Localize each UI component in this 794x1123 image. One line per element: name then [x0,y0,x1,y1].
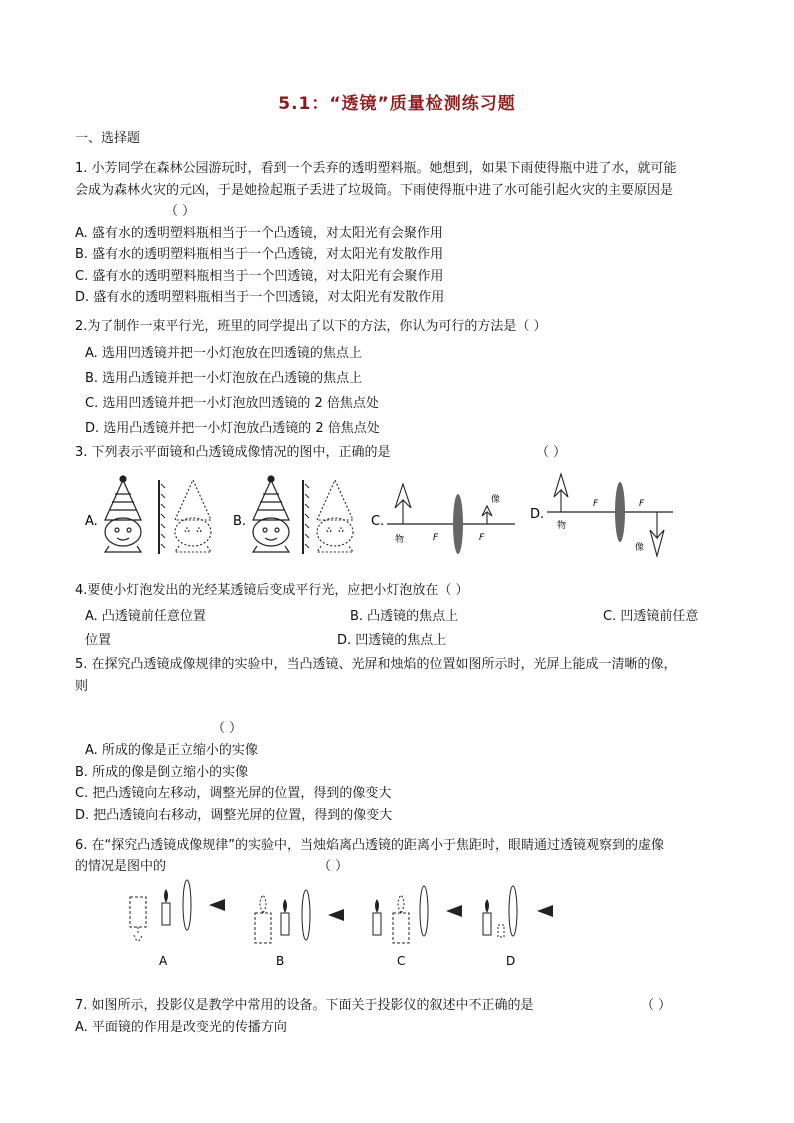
q5-stem-line2: 则 [75,679,89,694]
section-heading: 一、选择题 [75,131,141,146]
q1-option-c: C. 盛有水的透明塑料瓶相当于一个凹透镜，对太阳光有会聚作用 [75,269,444,284]
q3-c-focus-label-left: F [433,533,439,543]
clown-object-icon [253,476,289,552]
q6-stem-line2: 的情况是图中的 [75,859,167,874]
q7-answer-paren: （ ） [641,998,672,1013]
q3-d-focus-label-right: F [639,499,645,509]
eye-icon [328,909,344,921]
q3-label-c: C. [371,514,385,529]
q5-stem-line1: 5. 在探究凸透镜成像规律的实验中，当凸透镜、光屏和烛焰的位置如图所示时，光屏上能成一清晰的像， [75,657,677,672]
q1-option-b: B. 盛有水的透明塑料瓶相当于一个凸透镜，对太阳光有发散作用 [75,247,444,262]
q4-option-a: A. 凸透镜前任意位置 [85,609,206,624]
q1-answer-paren: （ ） [165,204,196,219]
q6-option-d-diagram [483,886,553,968]
q7-stem: 7. 如图所示，投影仪是教学中常用的设备。下面关于投影仪的叙述中不正确的是 [75,998,534,1013]
flame-icon [375,899,379,913]
clown-image-icon [175,480,211,552]
q2-option-a: A. 选用凹透镜并把一小灯泡放在凹透镜的焦点上 [85,346,362,361]
q6-option-b-diagram [255,890,344,968]
object-candle-icon [554,474,568,512]
convex-lens-icon [302,890,310,940]
q3-stem: 3. 下列表示平面镜和凸透镜成像情况的图中，正确的是 [75,445,391,460]
q3-c-object-label: 物 [395,535,405,545]
convex-lens-icon [420,886,428,936]
q2-option-c: C. 选用凹透镜并把一小灯泡放凹透镜的 2 倍焦点处 [85,396,379,411]
q2-stem: 2.为了制作一束平行光，班里的同学提出了以下的方法，你认为可行的方法是（ ） [75,319,547,334]
q6-stem-line1: 6. 在“探究凸透镜成像规律”的实验中，当烛焰离凸透镜的距离小于焦距时，眼睛通过透镜观察到的虚像 [75,838,665,853]
q4-option-c: C. 凹透镜前任意 [603,609,699,624]
q2-option-d: D. 选用凸透镜并把一小灯泡放凸透镜的 2 倍焦点处 [85,421,380,436]
q3-label-d: D. [530,507,545,522]
q6-label-a: A [159,954,168,968]
q1-stem-line2: 会成为森林火灾的元凶，于是她捡起瓶子丢进了垃圾筒。下雨使得瓶中进了水可能引起火灾的主要原因是 [75,183,674,198]
image-candle-icon [650,512,664,556]
q4-option-d: D. 凹透镜的焦点上 [337,633,447,648]
q6-option-a-diagram [130,880,225,968]
q3-d-focus-label-left: F [593,499,599,509]
page-title: 5.1：“透镜”质量检测练习题 [278,94,516,114]
q3-d-image-label: 像 [635,543,645,553]
q3-d-object-label: 物 [557,521,567,531]
q5-option-d: D. 把凸透镜向右移动，调整光屏的位置，得到的像变大 [75,808,393,823]
candle-icon [162,903,170,925]
candle-icon [373,913,381,935]
eye-icon [446,905,462,917]
q6-label-d: D [506,954,516,968]
object-candle-icon [395,484,411,524]
flame-icon [164,889,168,903]
q4-stem: 4.要使小灯泡发出的光经某透镜后变成平行光，应把小灯泡放在（ ） [75,583,469,598]
q6-label-c: C [397,954,406,968]
q3-answer-paren: （ ） [536,445,567,460]
q1-stem-line1: 1. 小芳同学在森林公园游玩时，看到一个丢弃的透明塑料瓶。她想到，如果下雨使得瓶中进了水，就可能 [75,161,677,176]
q5-option-b: B. 所成的像是倒立缩小的实像 [75,765,249,780]
q4-option-b: B. 凸透镜的焦点上 [350,609,459,624]
q6-option-c-diagram [373,886,462,968]
q6-figure [125,875,565,975]
image-candle-icon [482,506,492,524]
flame-icon [485,899,489,913]
convex-lens-icon [615,482,625,542]
convex-lens-icon [183,880,191,930]
convex-lens-icon [509,886,517,936]
q2-option-b: B. 选用凸透镜并把一小灯泡放在凸透镜的焦点上 [85,371,363,386]
q3-c-image-label: 像 [491,495,501,505]
clown-object-icon [105,476,141,552]
q5-option-c: C. 把凸透镜向左移动，调整光屏的位置，得到的像变大 [75,786,392,801]
q1-option-a: A. 盛有水的透明塑料瓶相当于一个凸透镜，对太阳光有会聚作用 [75,226,443,241]
eye-icon [537,905,553,917]
q3-figure [75,470,675,570]
q3-c-focus-label-right: F [479,533,485,543]
convex-lens-icon [453,494,463,554]
candle-icon [483,913,491,935]
q3-label-a: A. [85,514,98,529]
eye-icon [209,899,225,911]
candle-icon [281,913,289,935]
q3-label-b: B. [233,514,247,529]
q5-option-a: A. 所成的像是正立缩小的实像 [85,743,258,758]
flame-icon [283,899,287,913]
q1-option-d: D. 盛有水的透明塑料瓶相当于一个凹透镜，对太阳光有发散作用 [75,290,445,305]
clown-image-icon [317,480,353,552]
q4-option-c-continued: 位置 [85,633,112,648]
q6-label-b: B [276,954,285,968]
q5-answer-paren: （ ） [212,721,243,736]
q7-option-a: A. 平面镜的作用是改变光的传播方向 [75,1020,287,1035]
q6-answer-paren: （ ） [318,859,349,874]
